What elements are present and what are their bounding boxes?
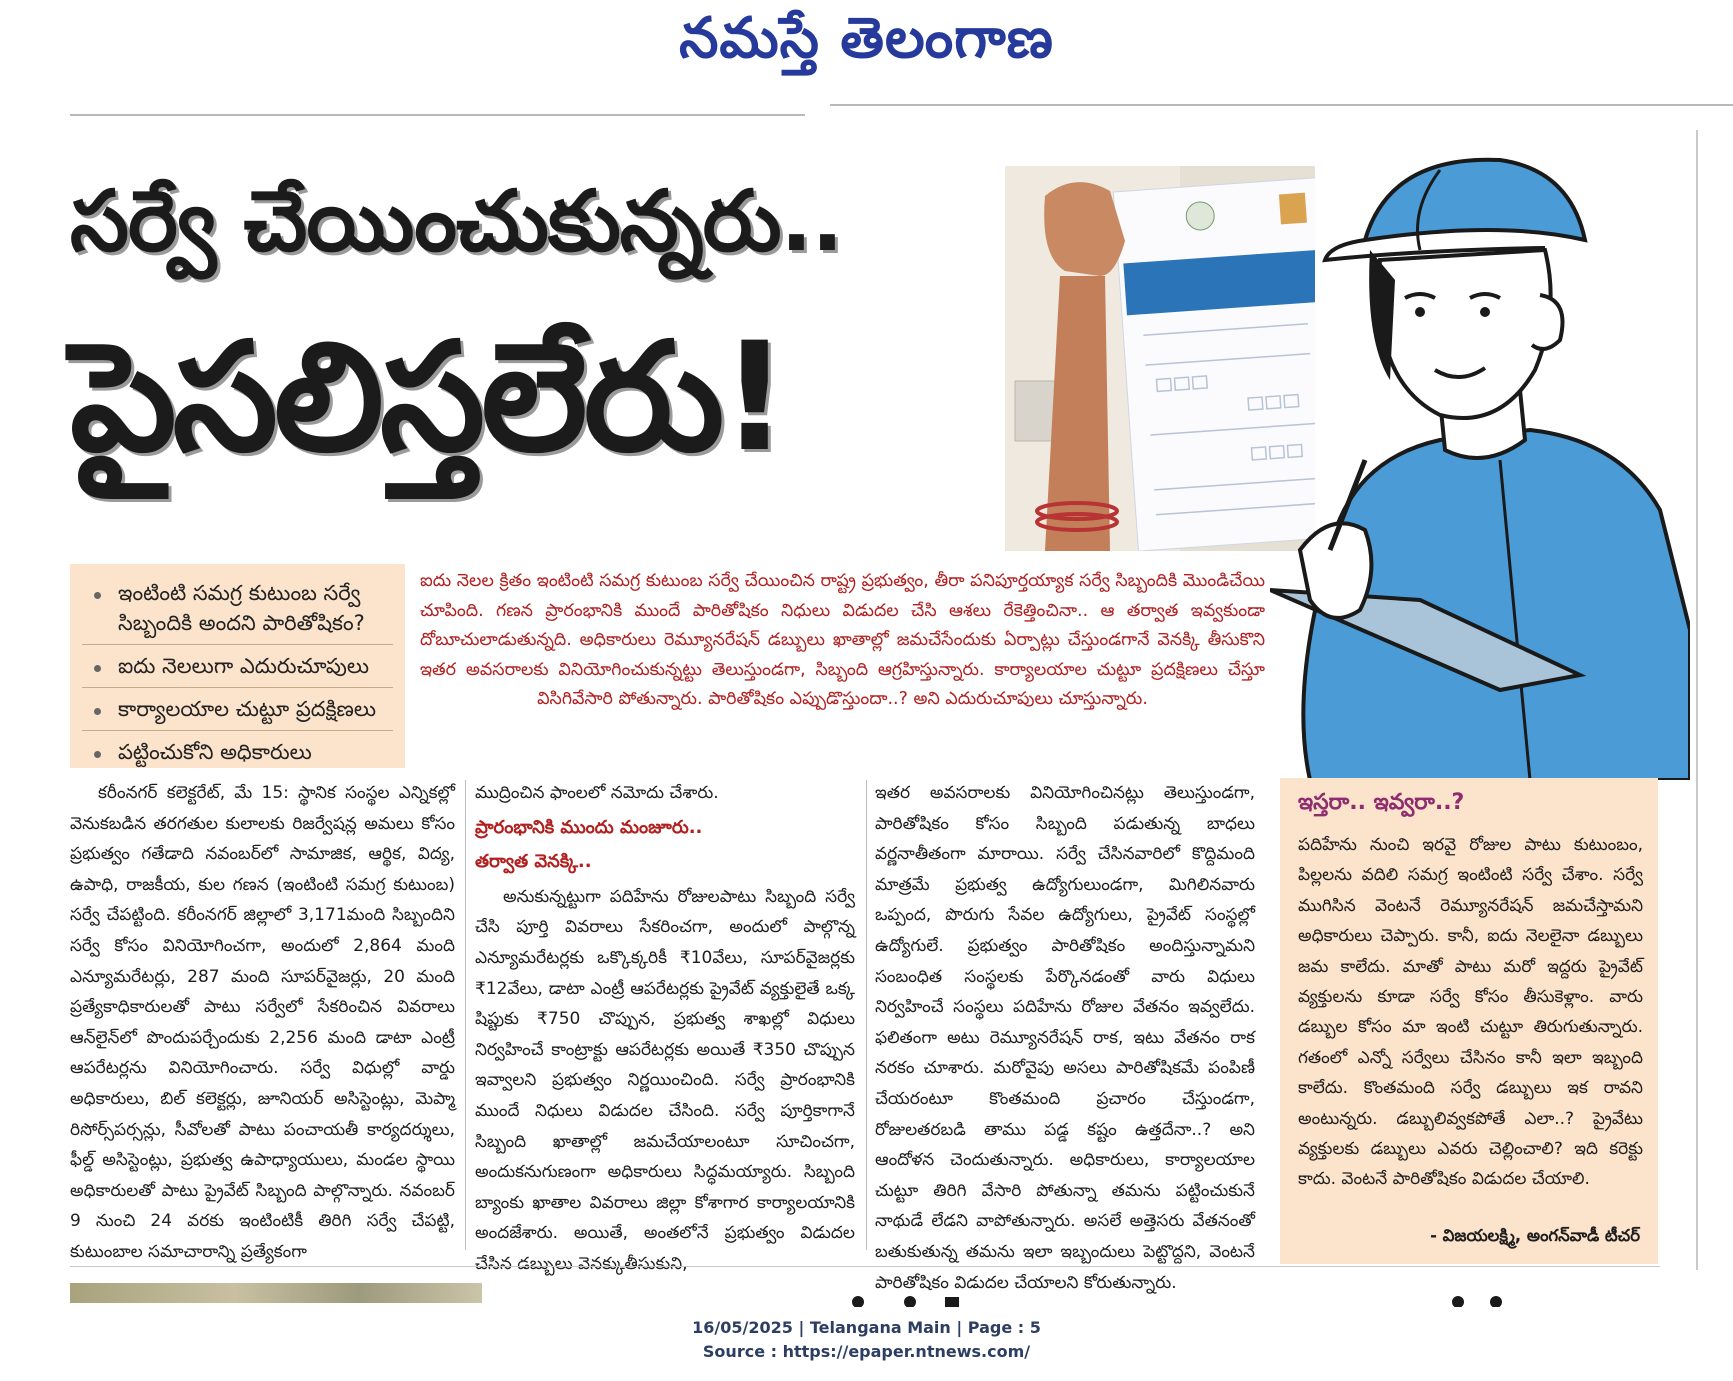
heading-fragment-shapes (1450, 1293, 1510, 1307)
column-divider (465, 780, 466, 1250)
column-1-text: కరీంనగర్ కలెక్టరేట్, మే 15: స్థానిక సంస్థల ఎన్నికల్లో వెనుకబడిన తరగతుల కులాలకు రిజర్వేషన్ల అమలు కోసం ప్రభుత్వం గతేడాది నవంబర్‌లో సామాజిక, ఆర్థిక, విద్య, ఉపాధి, రాజకీయ, కుల గణన (ఇంటింటి సమగ్ర కుటుంబ) సర్వే చేపట్టింది. కరీంనగర్ జిల్లాలో 3,171మంది సిబ్బందిని సర్వే కోసం వినియోగించగా, అందులో 2,864 మంది ఎన్యూమరేటర్లు, 287 మంది సూపర్‌వైజర్లు, 20 మంది ప్రత్యేకాధికారులతో పాటు సర్వేలో సేకరించిన వివరాలు ఆన్‌లైన్‌లో పొందుపర్చేందుకు 2,256 మంది డాటా ఎంట్రీ ఆపరేటర్లను వినియోగించారు. సర్వే విధుల్లో వార్డు అధికారులు, బిల్ కలెక్టర్లు, జూనియర్ అసిస్టెంట్లు, మెప్మా రిసోర్స్‌పర్సన్లు, సీవోలతో పాటు పంచాయతీ కార్యదర్శులు, ఫీల్డ్ అసిస్టెంట్లు, ప్రభుత్వ ఉపాధ్యాయులు, మండల స్థాయి అధికారులతో పాటు ప్రైవేట్ సిబ్బంది పాల్గొన్నారు. నవంబర్ 9 నుంచి 24 వరకు ఇంటింటికీ తిరిగి సర్వే చేపట్టి, కుటుంబాల సమాచారాన్ని ప్రత్యేకంగా (70, 783, 455, 1262)
bottom-rule (70, 1266, 1660, 1267)
subheading-2: తర్వాత వెనక్కి.. (475, 851, 592, 873)
enumerator-illustration (1270, 130, 1690, 780)
survey-form-illustration (1005, 166, 1315, 551)
highlight-item: ఇంటింటి సమగ్ర కుటుంబ సర్వే సిబ్బందికి అందని పారితోషికం? (82, 572, 393, 645)
next-article-heading-fragment (1450, 1292, 1510, 1306)
next-article-heading-fragment (850, 1292, 960, 1306)
article-column-1 (70, 778, 455, 1268)
masthead-logo: నమస్తే తెలంగాణ (679, 6, 1054, 71)
page-side-rule (1696, 130, 1698, 1270)
highlight-item: పట్టించుకోని అధికారులు (82, 731, 393, 773)
quote-body: పదిహేను నుంచి ఇరవై రోజుల పాటు కుటుంబం, పిల్లలను వదిలి సమగ్ర ఇంటింటి సర్వే చేశాం. సర్వే ముగిసిన వెంటనే రెమ్యూనరేషన్ జమచేస్తామని అధికారులు చెప్పారు. కానీ, ఐదు నెలలైనా డబ్బులు జమ కాలేదు. మాతో పాటు మరో ఇద్దరు ప్రైవేట్ వ్యక్తులను కూడా సర్వే కోసం తీసుకెళ్లాం. వారు డబ్బుల కోసం మా ఇంటి చుట్టూ తిరుగుతున్నారు. గతంలో ఎన్నో సర్వేలు చేసినం కానీ ఇలా ఇబ్బంది కాలేదు. కొంతమంది సర్వే డబ్బులు ఇక రావని అంటున్నరు. డబ్బులివ్వకపోతే ఎలా..? ప్రైవేటు వ్యక్తులకు డబ్బులు ఎవరు చెల్లించాలి? ఇది కరెక్టు కాదు. వెంటనే పారితోషికం విడుదల చేయాలి. (1298, 835, 1643, 1190)
quote-byline: - విజయలక్ష్మి, అంగన్‌వాడీ టీచర్ (1430, 1226, 1640, 1245)
footer-edition-info: 16/05/2025 | Telangana Main | Page : 5 (692, 1318, 1041, 1337)
highlight-item: కార్యాలయాల చుట్టూ ప్రదక్షిణలు (82, 688, 393, 731)
article-column-3 (875, 778, 1255, 1298)
footer-source-link[interactable]: Source : https://epaper.ntnews.com/ (702, 1342, 1031, 1361)
highlight-item: ఐదు నెలలుగా ఎదురుచూపులు (82, 645, 393, 688)
survey-form-photo (1005, 166, 1315, 551)
quote-box (1280, 778, 1658, 1264)
column-3-text: ఇతర అవసరాలకు వినియోగించినట్లు తెలుస్తుండగా, పారితోషికం కోసం సిబ్బంది పడుతున్న బాధలు వర్ణనాతీతంగా మారాయి. సర్వే చేసినవారిలో కొద్దిమంది మాత్రమే ప్రభుత్వ ఉద్యోగులుండగా, మిగిలినవారు ఒప్పంద, పొరుగు సేవల ఉద్యోగులు, ప్రైవేట్ సంస్థల్లో ఉద్యోగులే. ప్రభుత్వం పారితోషికం అందిస్తున్నామని సంబంధిత సంస్థలకు పేర్కొనడంతో వారు విధులు నిర్వహించే సంస్థలు పదిహేను రోజుల వేతనం ఇవ్వలేదు. ఫలితంగా అటు రెమ్యూనరేషన్ రాక, ఇటు వేతనం రాక నరకం చూశారు. మరోవైపు అసలు పారితోషికమే పంపిణీ చేయరంటూ కొంతమంది ప్రచారం చేస్తుండగా, రోజులతరబడి తాము పడ్డ కష్టం ఉత్తదేనా..? అని ఆందోళన చెందుతున్నారు. అధికారులు, కార్యాలయాల చుట్టూ తిరిగి వేసారి పోతున్నా తమను పట్టించుకునే నాథుడే లేడని వాపోతున్నారు. అసలే అత్తెసరు వేతనంతో బతుకుతున్న తమను ఇలా ఇబ్బందులు పెట్టొద్దని, వెంటనే పారితోషికం విడుదల చేయాలని కోరుతున్నారు. (875, 783, 1255, 1293)
header-rule-left (70, 114, 805, 116)
next-article-photo-strip (70, 1283, 482, 1303)
highlights-box (70, 564, 405, 768)
enumerator-cartoon (1270, 130, 1690, 780)
article-intro: ఐదు నెలల క్రితం ఇంటింటి సమగ్ర కుటుంబ సర్వే చేయించిన రాష్ట్ర ప్రభుత్వం, తీరా పనిపూర్తయ్యాక సర్వే సిబ్బందికి మొండిచేయి చూపింది. గణన ప్రారంభానికి ముందే పారితోషికం నిధులు విడుదల చేసి ఆశలు రేకెత్తించినా.. ఆ తర్వాత ఇవ్వకుండా దోబూచులాడుతున్నది. అధికారులు రెమ్యూనరేషన్ డబ్బులు ఖాతాల్లో జమచేసేందుకు ఏర్పాట్లు చేస్తుండగానే వెనక్కి తీసుకొని ఇతర అవసరాలకు వినియోగించుకున్నట్టు తెలుస్తుండగా, సిబ్బంది ఆగ్రహిస్తున్నారు. కార్యాలయాల చుట్టూ ప్రదక్షిణలు చేస్తూ విసిగివేసారి పోతున్నారు. పారితోషికం ఎప్పుడొస్తుందా..? అని ఎదురుచూపులు చూస్తున్నారు. (420, 571, 1265, 710)
column-divider (866, 780, 867, 1250)
headline-line-2: పైసలిస్తలేరు! (70, 311, 785, 485)
header-rule-right (830, 104, 1733, 106)
column-2-lead: ముద్రించిన ఫాంలలో నమోదు చేశారు. (475, 783, 719, 803)
highlights-list (70, 564, 405, 773)
column-2-text: అనుకున్నట్టుగా పదిహేను రోజులపాటు సిబ్బంది సర్వే చేసి పూర్తి వివరాలు సేకరించగా, అందులో పాల్గొన్న ఎన్యూమరేటర్లకు ఒక్కొక్కరికీ ₹10వేలు, సూపర్‌వైజర్లకు ₹12వేలు, డాటా ఎంట్రీ ఆపరేటర్లకు ప్రైవేట్ వ్యక్తులైతే ఒక్క షిప్టుకు ₹750 చొప్పున, ప్రభుత్వ శాఖల్లో విధులు నిర్వహించే కాంట్రాక్టు ఆపరేటర్లకు అయితే ₹350 చొప్పున ఇవ్వాలని ప్రభుత్వం నిర్ణయించింది. సర్వే ప్రారంభానికి ముందే నిధులు విడుదల చేసింది. సర్వే పూర్తికాగానే సిబ్బంది ఖాతాల్లో జమచేయాలంటూ సూచించగా, అందుకనుగుణంగా అధికారులు సిద్ధమయ్యారు. సిబ్బంది బ్యాంకు ఖాతాల వివరాలు జిల్లా కోశాగార కార్యాలయానికి అందజేశారు. అయితే, అంతలోనే ప్రభుత్వం విడుదల చేసిన డబ్బులు వెనక్కుతీసుకుని, (475, 886, 855, 1274)
article-column-2 (475, 778, 855, 1280)
subheading-1: ప్రారంభానికి ముందు మంజూరు.. (475, 816, 703, 838)
quote-title: ఇస్తరా.. ఇవ్వరా..? (1298, 790, 1465, 815)
heading-fragment-shapes (850, 1293, 960, 1307)
headline-line-1: సర్వే చేయించుకున్నరు.. (70, 172, 843, 270)
